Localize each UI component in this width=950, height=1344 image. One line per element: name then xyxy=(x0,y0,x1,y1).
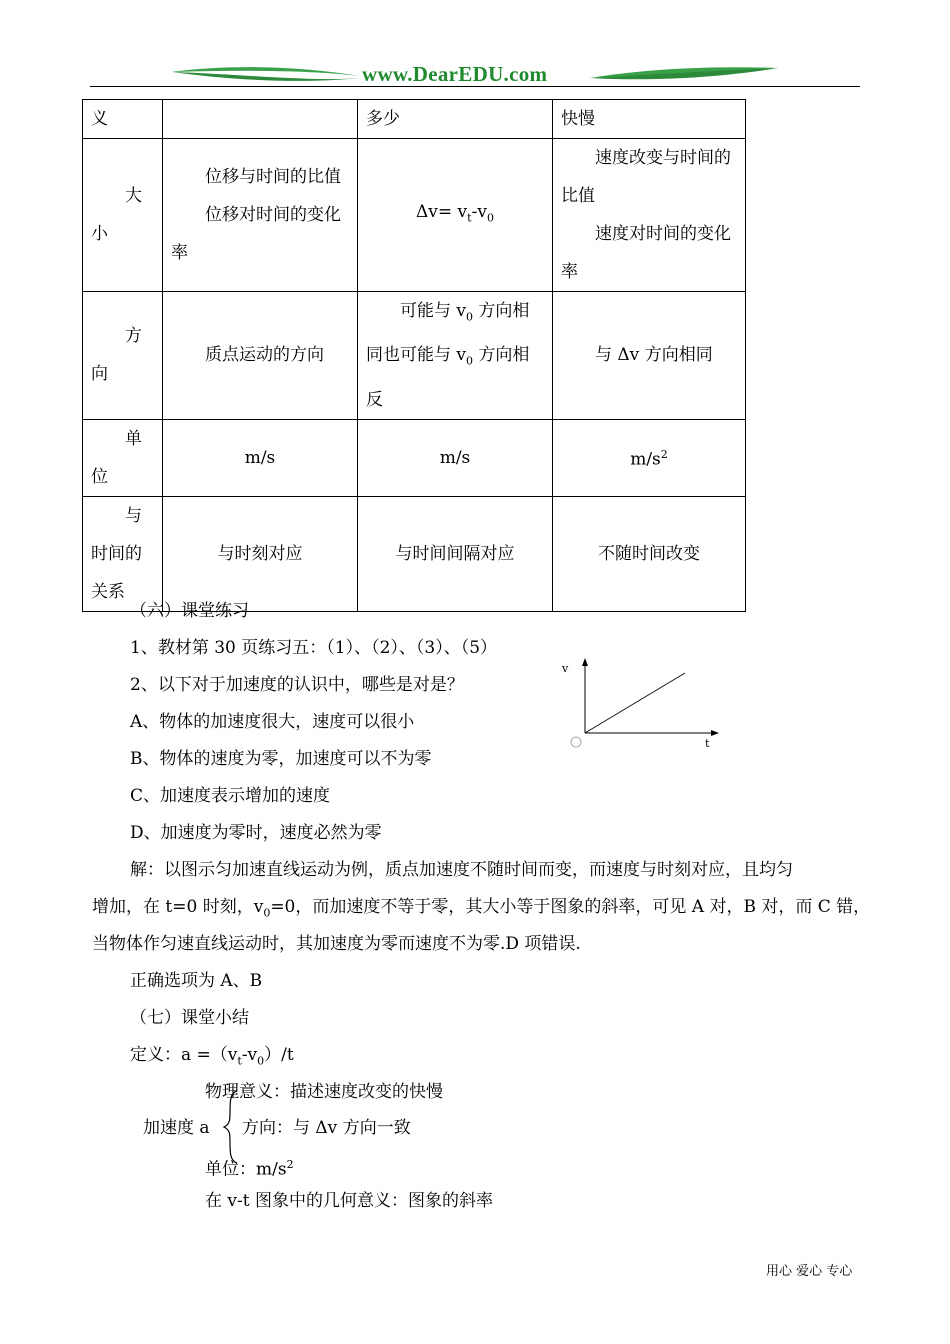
table-row xyxy=(83,419,746,496)
row-label-size: 大小 xyxy=(83,139,163,292)
solution-line-1: 解：以图示匀加速直线运动为例，质点加速度不随时间而变，而速度与时刻对应，且均匀 xyxy=(130,860,793,880)
table-cell: 与 Δv 方向相同 xyxy=(553,292,746,420)
section7-title: （七）课堂小结 xyxy=(130,1008,249,1028)
exercise-2: 2、以下对于加速度的认识中，哪些是对是？ xyxy=(130,675,464,695)
table-cell: 可能与 $v_0$ 方向相同也可能与 $v_0$ 方向相反 xyxy=(358,292,553,420)
table-cell: 质点运动的方向 xyxy=(163,292,358,420)
table-cell: 义 xyxy=(83,100,163,139)
row-label-unit: 单位 xyxy=(83,419,163,496)
table-cell: $m/s^2$ xyxy=(553,419,746,496)
graph-line xyxy=(585,673,685,733)
exercise-1: 1、教材第 30 页练习五：（1）、（2）、（3）、（5） xyxy=(130,638,498,658)
table-cell: m/s xyxy=(358,419,553,496)
summary-direction: 方向：与 Δv 方向一致 xyxy=(242,1118,411,1138)
table-row xyxy=(83,496,746,611)
solution-line-2: 增加，在 t=0 时刻，$v_0=0$，而加速度不等于零，其大小等于图象的斜率，可见 A 对，B 对，而 C 错， xyxy=(92,897,871,920)
table-cell: 位移与时间的比值 位移对时间的变化率 xyxy=(163,139,358,292)
table-row xyxy=(83,139,746,292)
graph-x-label: t xyxy=(705,737,710,750)
summary-geometric-meaning: 在 v-t 图象中的几何意义：图象的斜率 xyxy=(205,1191,493,1211)
header-divider xyxy=(90,86,860,87)
summary-physical-meaning: 物理意义：描述速度改变的快慢 xyxy=(205,1082,443,1102)
option-c: C、加速度表示增加的速度 xyxy=(130,786,331,806)
table-cell: 与时刻对应 xyxy=(163,496,358,611)
table-cell: 多少 xyxy=(358,100,553,139)
solution-line-3: 当物体作匀速直线运动时，其加速度为零而速度不为零.D 项错误. xyxy=(92,934,581,954)
section6-title: （六）课堂练习 xyxy=(130,601,249,621)
table-cell: $\Delta v= v_t-v_0$ xyxy=(358,139,553,292)
table-cell: 与时间间隔对应 xyxy=(358,496,553,611)
table-cell: 不随时间改变 xyxy=(553,496,746,611)
vt-graph xyxy=(555,655,725,755)
table-cell xyxy=(163,100,358,139)
table-row xyxy=(83,292,746,420)
answer-line: 正确选项为 A、B xyxy=(130,971,263,991)
row-label-time-relation: 与时间的关系 xyxy=(83,496,163,611)
row-label-direction: 方向 xyxy=(83,292,163,420)
table-cell: 快慢 xyxy=(553,100,746,139)
footer-slogan: 用心 爱心 专心 xyxy=(766,1264,853,1279)
summary-unit: 单位：$m/s^2$ xyxy=(205,1158,294,1180)
table-cell: 速度改变与时间的比值 速度对时间的变化率 xyxy=(553,139,746,292)
comparison-table xyxy=(82,99,746,612)
option-a: A、物体的加速度很大，速度可以很小 xyxy=(130,712,415,732)
graph-y-label: v xyxy=(562,662,569,675)
definition-line: 定义：$a =(v_t-v_0)/t$ xyxy=(130,1045,294,1068)
table-cell: m/s xyxy=(163,419,358,496)
option-b: B、物体的速度为零，加速度可以不为零 xyxy=(130,749,432,769)
site-logo-text[interactable]: www.DearEDU.com xyxy=(362,62,548,86)
option-d: D、加速度为零时，速度必然为零 xyxy=(130,823,382,843)
graph-y-arrow xyxy=(582,658,588,666)
graph-x-arrow xyxy=(711,730,719,736)
summary-acceleration-label: 加速度 a xyxy=(143,1118,210,1138)
graph-origin-marker xyxy=(571,737,581,747)
table-row xyxy=(83,100,746,139)
